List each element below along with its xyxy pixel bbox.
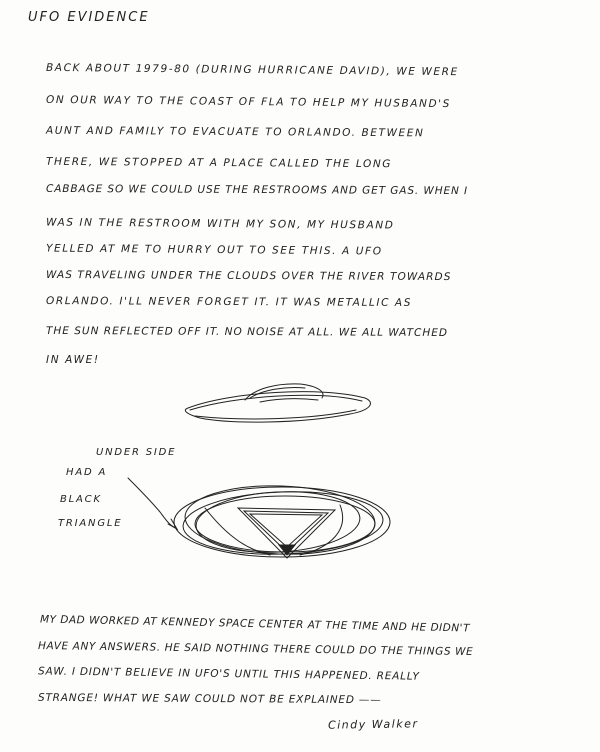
body-line: YELLED AT ME TO HURRY OUT TO SEE THIS. A UFO <box>45 242 383 258</box>
body-line: THE SUN REFLECTED OFF IT. NO NOISE AT ALL. WE ALL WATCHED <box>45 324 448 340</box>
body-line: WAS TRAVELING UNDER THE CLOUDS OVER THE RIVER TOWARDS <box>45 268 452 284</box>
signature: Cindy Walker <box>327 717 419 732</box>
sketch-label-black: BLACK <box>60 494 102 505</box>
closing-line: HAVE ANY ANSWERS. HE SAID NOTHING THERE COULD DO THE THINGS WE <box>37 639 474 659</box>
closing-line: SAW. I DIDN'T BELIEVE IN UFO'S UNTIL THIS HAPPENED. REALLY <box>37 665 420 683</box>
body-line: ON OUR WAY TO THE COAST OF FLA TO HELP MY HUSBAND'S <box>45 93 452 111</box>
sketch-label-had-a: HAD A <box>66 467 108 478</box>
body-line: ORLANDO. I'LL NEVER FORGET IT. IT WAS METALLIC AS <box>45 295 413 309</box>
ufo-side-view-drawing <box>185 384 370 422</box>
sketch-label-triangle: TRIANGLE <box>58 518 123 529</box>
closing-line: MY DAD WORKED AT KENNEDY SPACE CENTER AT THE TIME AND HE DIDN'T <box>39 613 471 635</box>
body-line: BACK ABOUT 1979-80 (DURING HURRICANE DAVID), WE WERE <box>45 61 459 79</box>
body-line: THERE, WE STOPPED AT A PLACE CALLED THE LONG <box>45 155 393 171</box>
page-title: UFO EVIDENCE <box>28 10 150 25</box>
sketch-label-under-side: UNDER SIDE <box>96 447 177 458</box>
ufo-underside-drawing <box>128 478 390 558</box>
body-line: CABBAGE SO WE COULD USE THE RESTROOMS AND GET GAS. WHEN I <box>45 182 469 198</box>
body-line: WAS IN THE RESTROOM WITH MY SON, MY HUSBAND <box>45 216 395 232</box>
body-line: AUNT AND FAMILY TO EVACUATE TO ORLANDO. BETWEEN <box>45 124 425 140</box>
body-line: IN AWE! <box>46 354 100 366</box>
closing-line: STRANGE! WHAT WE SAW COULD NOT BE EXPLAINED —— <box>37 691 382 707</box>
